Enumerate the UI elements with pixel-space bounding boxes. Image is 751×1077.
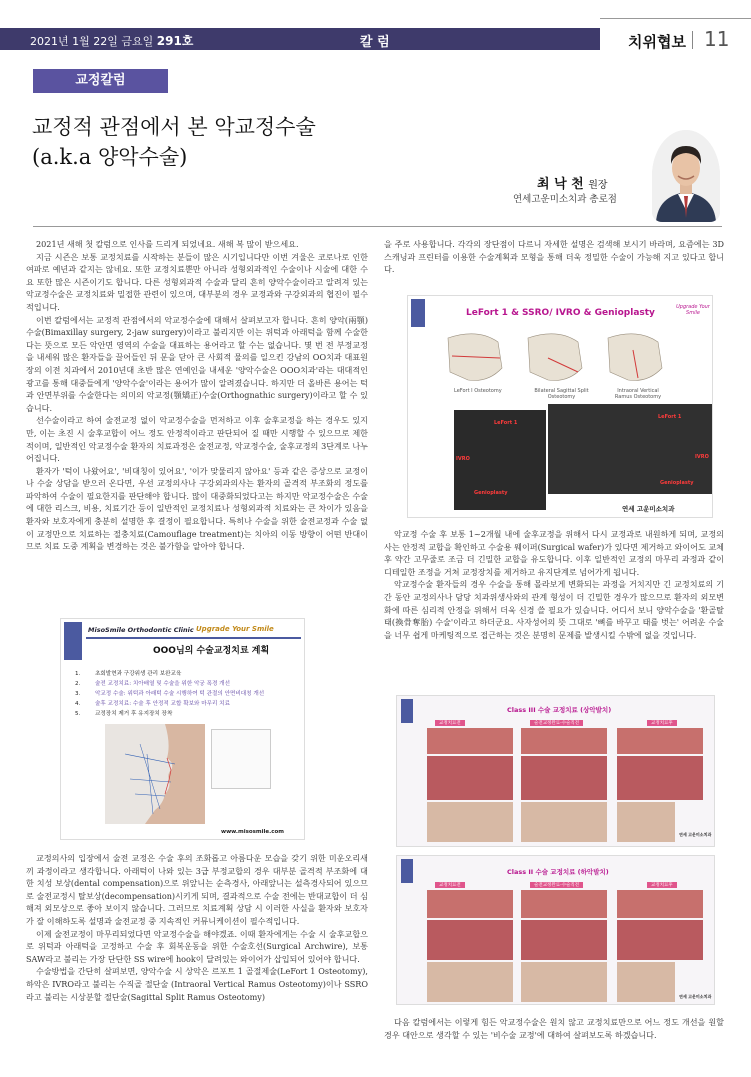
article-headline: [32, 112, 316, 172]
intraoral-photo: [617, 728, 703, 754]
plan-step: 2. 술전 교정치료: 치아배열 및 수술을 위한 악궁 폭경 개선: [75, 681, 230, 687]
plan-title: OOO님의 수술교정치료 계획: [153, 646, 270, 656]
author-clinic: 연세고운미소치과 총로점: [513, 194, 617, 205]
intraoral-photo: [427, 728, 513, 754]
body-left-2: [26, 852, 368, 1003]
surgery-label: Intraoral Vertical Ramus Osteotomy: [614, 388, 662, 400]
paragraph: 이번 칼럼에서는 교정적 관점에서의 악교정수술에 대해서 살펴보고자 합니다. 흔히 양악(兩顎)수술(Bimaxillay surgery, 2-jaw surgery)이라고 불리지만 이는 위턱과 아래턱을 함께 수술한다는 뜻으로 모든 악안면 영역의 수술을 대표하는 용어라고 할 수는 없습니다. 몇 번 전 부정교정을 내세워 많은 환자들을 끌어들인 뒤 문을 닫아 큰 사회적 물의를 일으킨 강남의 OO치과 대표원장의 이전 치과에서 2010년대 초반 많은 연예인을 내세운 '양악수술은 OOO치과'라는 대대적인 광고를 통해 대중들에게 '양악수술'이라는 용어가 많이 알려졌습니다. 하지만 더 올바른 용어는 턱과 안면부위를 수술한다는 의미의 악교정(顎矯正)수술(Orthognathic surgery)이라고 할 수 있습니다.: [26, 314, 368, 413]
plan-step: 3. 악교정 수술: 위턱과 아래턱 수술 시행하여 턱 관절의 안면비대칭 개선: [75, 691, 265, 697]
xray-label: IVRO: [456, 456, 470, 462]
figure-surgery-methods: [407, 295, 713, 518]
skull-illustrations: [438, 328, 668, 388]
author-photo: [652, 130, 720, 222]
intraoral-photo: [617, 890, 703, 918]
paragraph: 2021년 새해 첫 칼럼으로 인사를 드리게 되었네요. 새해 복 많이 받으세요.: [36, 239, 299, 249]
measurement-table: [211, 729, 271, 789]
stage-label: 교정치료후: [647, 720, 677, 726]
headline-line-2: (a.k.a 양악수술): [32, 145, 188, 169]
figure-class3: [396, 695, 715, 847]
author-portrait: [652, 130, 720, 222]
header-separator: [692, 31, 693, 49]
class2-logo: [401, 859, 413, 883]
intraoral-photo: [617, 920, 703, 960]
surgery-label: LeFort I Osteotomy: [454, 388, 502, 394]
paragraph: 교정의사의 입장에서 술전 교정은 수술 후의 조화롭고 아름다운 모습을 갖기 위한 미운오리새끼 과정이라고 생각합니다. 아래턱이 나와 있는 3급 부정교합의 경우 대부분 골격적 부조화에 대한 치성 보상(dental compensation)으로 위앞니는 순측경사, 아래앞니는 설측경사되어 있으므로 술전교정시 탈보상(decompensation)시키게 되며, 결과적으로 수술 전에는 반대교합이 더 심해져 외모상으로 좋아 보이지 않습니다. 그러므로 치료계획 상담 시 이러한 사실을 환자와 보호자가 잘 이해하도록 설명과 술전교정 중 지속적인 커뮤니케이션이 필수적입니다.: [26, 853, 368, 926]
plan-step: 5. 교정장치 제거 후 유지장치 장착: [75, 711, 173, 717]
paper-name: 치위협보: [628, 33, 686, 51]
xray-label: Genioplasty: [660, 480, 694, 486]
figure-class2: [396, 855, 715, 1005]
paragraph: 악교정 수술 후 보통 1~2개월 내에 술후교정을 위해서 다시 교정과로 내원하게 되며, 교정의사는 안정적 교합을 확인하고 수술용 웨이퍼(Surgical wafer)가 있다면 제거하고 와이어도 교체 후 약간 고무줄로 조금 더 긴밀한 교합을 유도합니다. 이후 일반적인 교정의 마무리 과정과 같이 디테일한 조정을 거쳐 교정장치를 제거하고 유지단계로 넘어가게 됩니다.: [384, 529, 724, 577]
stage-label: 술전교정완료-수술직전: [530, 720, 583, 726]
surgery-logo: [411, 299, 425, 327]
issue-date: 2021년 1월 22일 금요일 291호: [30, 34, 194, 48]
class3-logo: [401, 699, 413, 723]
page-number: 11: [704, 27, 730, 51]
body-right-3: [384, 1016, 724, 1041]
profile-photo: [427, 802, 513, 842]
column-tag: 교정칼럼: [33, 69, 168, 93]
title-rule: [33, 226, 722, 227]
plan-url: www.misosmile.com: [221, 829, 285, 835]
surgery-brand: Upgrade Your Smile: [676, 304, 710, 316]
class3-clinic-logo: 연세 고운미소치과: [679, 832, 712, 837]
paragraph: 악교정수술 환자들의 경우 수술을 통해 몰라보게 변화되는 과정을 거치지만 긴 교정치료의 기간 동안 교정의사나 담당 치과위생사와의 관계 형성이 더 긴밀한 경우가 많으므로 환자의 외모변화에 따른 심리적 안정을 위해서 더욱 신경 쓸 필요가 있습니다. 어디서 보니 양악수술을 '환골탈태(換骨奪胎) 수술'이라고 하더군요. 사자성어의 뜻 그대로 '뼈를 바꾸고 태를 벗는' 어려운 수술을 너무 쉽게 마케팅적으로 접근하는 것은 분명히 문제를 발생시킬 수밖에 없을 것입니다.: [384, 579, 724, 640]
profile-photo: [521, 962, 607, 1002]
profile-photo: [617, 962, 675, 1002]
intraoral-photo: [521, 890, 607, 918]
paragraph: 다음 칼럼에서는 이렇게 힘든 악교정수술은 원치 않고 교정치료만으로 어느 정도 개선을 원할 경우 대안으로 생각할 수 있는 '비수술 교정'에 대하여 살펴보도록 하겠습니다.: [384, 1017, 724, 1040]
intraoral-photo: [427, 890, 513, 918]
profile-analysis-image: [105, 724, 205, 824]
paragraph: 수술방법을 간단히 살펴보면, 양악수술 시 상악은 르포트 1 골절제술(LeFort 1 Osteotomy), 하악은 IVRO라고 불리는 수직골 절단술 (Intraoral Vertical Ramus Osteotomy)이나 SSRO라고 불리는 시상분할 절단술(Sagittal Split Ramus Osteotomy): [26, 966, 368, 1002]
surgery-label: Bilateral Sagittal Split Osteotomy: [534, 388, 589, 400]
stage-label: 교정치료전: [435, 882, 465, 888]
plan-slogan: Upgrade Your Smile: [196, 625, 274, 633]
intraoral-photo: [521, 920, 607, 960]
surgery-clinic-logo: 연세 고운미소치과: [622, 505, 675, 513]
xray-label: Genioplasty: [474, 490, 508, 496]
class2-clinic-logo: 연세 고운미소치과: [679, 994, 712, 999]
plan-step: 1. 초회발현과 구강위생 관리 보완교육: [75, 671, 182, 677]
surgery-figure-title: LeFort 1 & SSRO/ IVRO & Genioplasty: [466, 308, 655, 318]
profile-photo: [521, 802, 607, 842]
headline-line-1: 교정적 관점에서 본 악교정수술: [32, 115, 316, 139]
stage-label: 술전교정완료-수술직전: [530, 882, 583, 888]
section-label: 칼 럼: [360, 35, 390, 50]
xray-label: IVRO: [695, 454, 709, 460]
body-right-1: [384, 238, 724, 276]
stage-label: 교정치료후: [647, 882, 677, 888]
plan-steps: [65, 669, 264, 719]
intraoral-photo: [427, 920, 513, 960]
plan-header-rule: [86, 637, 301, 639]
plan-step: 4. 술후 교정치료: 수술 후 안정적 교합 확보와 마무리 치료: [75, 701, 230, 707]
author-title: 원장: [588, 180, 608, 191]
profile-photo: [617, 802, 675, 842]
body-right-2: [384, 528, 724, 641]
intraoral-photo: [617, 756, 703, 800]
clinic-logo-block: [64, 622, 82, 660]
xray-label: LeFort 1: [658, 414, 682, 420]
intraoral-photo: [521, 728, 607, 754]
class3-title: Class III 수술 교정치료 (상악발치): [507, 706, 612, 714]
paragraph: 이제 술전교정이 마무리되었다면 악교정수술을 해야겠죠. 이때 환자에게는 수술 시 술후교합으로 위턱과 아래턱을 고정하고 수술 후 회복운동을 위한 수술호선(Surgical Archwire), 보통 SAW라고 불리는 가장 단단한 SS wire에 hook이 달려있는 와이어가 삽입되어 있어야 합니다.: [26, 928, 368, 964]
plan-clinic-name: MisoSmile Orthodontic Clinic: [88, 626, 194, 634]
xray-label: LeFort 1: [494, 420, 518, 426]
paragraph: 지금 시즌은 보통 교정치료를 시작하는 분들이 많은 시기입니다만 이번 겨울은 코로나로 인한 여파로 예년과 같지는 않네요. 또한 교정치료뿐만 아니라 성형외과적인 수술이나 시술에 대한 수요 또한 많은 시즌이기도 합니다. 다른 성형외과적 수술과 달리 흔히 양악수술이라고 알려져 있는 악교정수술은 교정치료와 밀접한 관련이 있으며, 대부분의 경우 교정과와 구강외과의 협진이 필수적입니다.: [26, 251, 368, 312]
intraoral-photo: [427, 756, 513, 800]
paragraph: 선수술이라고 하여 술전교정 없이 악교정수술을 먼저하고 이후 술후교정을 하는 경우도 있지만, 이는 초진 시 술후교합이 어느 정도 안정적이라고 판단되어 질 때만 시행할 수 있으므로 제한적이며, 일반적인 악교정수술 환자의 치료과정은 술전교정, 악교정수술, 술후교정의 3단계로 나누어집니다.: [26, 415, 368, 464]
header-bar: [0, 28, 600, 50]
profile-photo: [427, 962, 513, 1002]
paragraph: 을 주로 사용합니다. 각각의 장단점이 다르니 자세한 설명은 검색해 보시기 바라며, 요즘에는 3D 스캐닝과 프린터를 이용한 수술계획과 모형을 통해 더욱 정밀한 수술이 가능해 지고 있다고 합니다.: [384, 239, 724, 275]
header-corner-rule: [600, 18, 751, 19]
body-left-1: [26, 238, 368, 553]
class2-title: Class II 수술 교정치료 (하악발치): [507, 868, 609, 876]
paragraph: 환자가 '턱이 나왔어요', '비대칭이 있어요', '이가 맞물리지 않아요' 등과 같은 증상으로 교정이나 수술 상담을 받으러 온다면, 우선 교정의사나 구강외과의사는 환자의 골격적 부조화의 정도를 파악하여 수술이 필요한지를 판단해야 합니다. 많이 대중화되었다고는 하지만 악교정수술은 수술에 대한 리스크, 비용, 치료기간 등이 일반적인 교정치료나 성형외과적 치료와는 큰 차이가 있음을 환자와 보호자에게 충분히 설명한 후 결정이 필요합니다. 특히나 수술을 위한 술전교정과 수술 없이 교정만으로 치료하는 절충치료(Camouflage treatment)는 치아의 이동 방향이 어떤 반대이므로 치료 도중 계획을 변경하는 것은 불가함을 알아야 합니다.: [26, 465, 368, 552]
figure-treatment-plan: [60, 618, 305, 840]
author-name: 최 낙 천 원장: [537, 177, 608, 192]
stage-label: 교정치료전: [435, 720, 465, 726]
intraoral-photo: [521, 756, 607, 800]
